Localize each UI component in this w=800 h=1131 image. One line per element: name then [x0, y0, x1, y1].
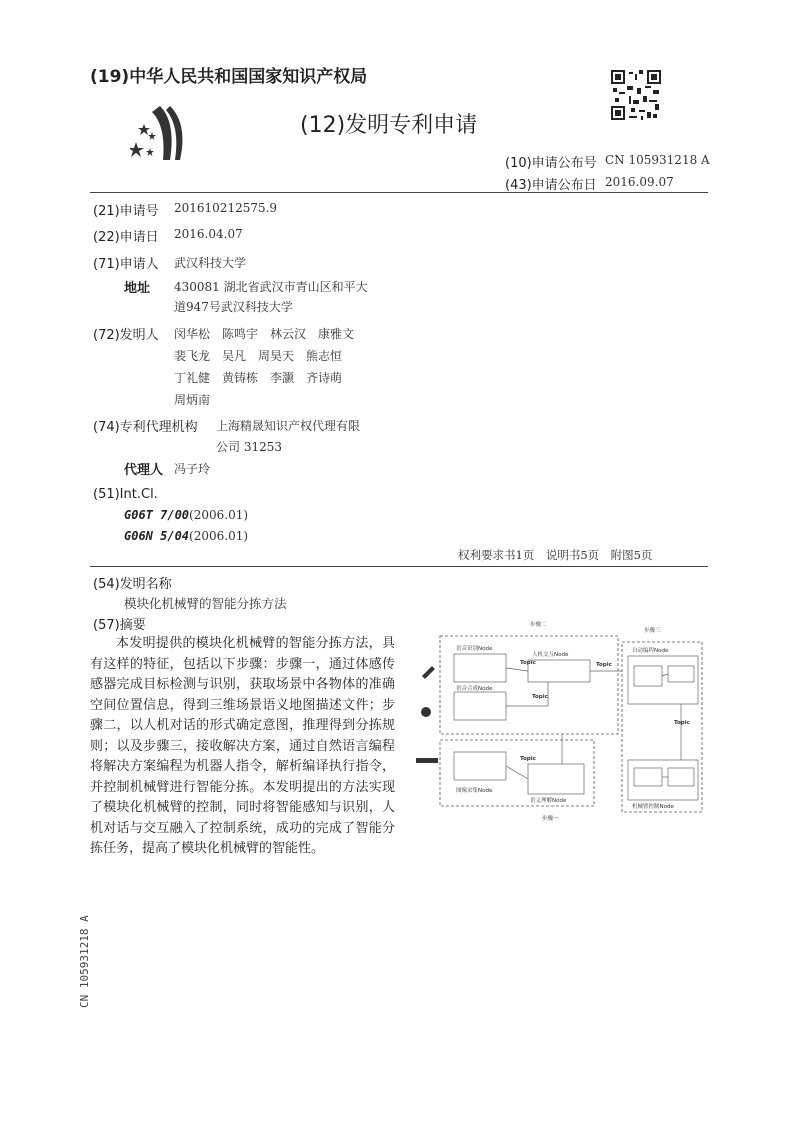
address-line-2: 道947号武汉科技大学	[174, 300, 293, 314]
application-number: 201610212575.9	[174, 201, 278, 215]
ipc-classification-1	[124, 508, 248, 522]
agent: 冯子玲	[174, 462, 211, 476]
publication-date: 2016.09.07	[605, 175, 674, 189]
step-2-label: 步骤二	[530, 622, 547, 628]
kinect-node-label: 图像采集Node	[456, 788, 493, 794]
step-1-label: 步骤一	[542, 816, 559, 822]
invention-title-label: (54)发明名称	[93, 577, 172, 592]
publication-date-label: (43)申请公布日	[505, 178, 597, 193]
hci-node-label: 人机交互Node	[532, 652, 569, 658]
biblio-rule	[90, 566, 708, 567]
abstract-text	[90, 634, 395, 860]
semantic-node-label: 语义理解Node	[530, 798, 567, 804]
invention-title: 模块化机械臂的智能分拣方法	[124, 596, 287, 611]
pages-info: 权利要求书1页 说明书5页 附图5页	[458, 548, 653, 562]
agency-line-2: 公司 31253	[216, 440, 282, 454]
microphone-icon	[422, 666, 435, 679]
system-flow-diagram	[412, 614, 712, 826]
topic-label-3: Topic	[520, 756, 536, 762]
publication-number-label: (10)申请公布号	[505, 156, 597, 171]
agent-label: 代理人	[124, 463, 164, 478]
topic-label-1: Topic	[520, 660, 536, 666]
publication-number: CN 105931218 A	[605, 153, 710, 167]
inventors-line-4: 周炳南	[174, 393, 211, 407]
ipc-1-code: G06T 7/00	[124, 508, 190, 522]
office-name: (19)中华人民共和国国家知识产权局	[90, 67, 368, 87]
qr-code	[611, 70, 661, 120]
auto-node-label: 自动编程Node	[632, 648, 669, 654]
abstract-paragraph: 本发明提供的模块化机械臂的智能分拣方法，具有这样的特征，包括以下步骤：步骤一，通过体感传感器完成目标检测与识别，获取场景中各物体的准确空间位置信息，得到三维场景语义地图描述文件；步骤二，以人机对话的形式确定意图，推理得到分拣规则；以及步骤三，接收解决方案，通过自然语言编程将解决方案编程为机器人指令，解析编译执行指令，并控制机械臂进行智能分拣。本发明提出的方法实现了模块化机械臂的控制，同时将智能感知与识别，人机对话与交互融入了控制系统，成功的完成了智能分拣任务，提高了模块化机械臂的智能性。	[90, 636, 395, 856]
topic-label-4: Topic	[674, 720, 690, 726]
address-label: 地址	[124, 281, 151, 296]
cnipa-logo	[130, 102, 200, 164]
topic-label-2: Topic	[532, 694, 548, 700]
application-date: 2016.04.07	[174, 227, 243, 241]
applicant: 武汉科技大学	[174, 256, 247, 270]
ipc-classification-2	[124, 529, 248, 543]
header-rule	[90, 192, 708, 193]
topic-label-5: Topic	[596, 662, 612, 668]
inventors-line-1: 闵华松 陈鸣宇 林云汉 康雅文	[174, 327, 355, 341]
inventors-line-3: 丁礼健 黄铸栋 李灏 齐诗萌	[174, 371, 343, 385]
speaker-icon	[421, 707, 431, 717]
kinect-sensor-icon	[416, 758, 438, 763]
inventors-line-2: 裴飞龙 吴凡 周昊天 熊志恒	[174, 349, 343, 363]
applicant-label: (71)申请人	[93, 257, 159, 272]
document-type: (12)发明专利申请	[300, 113, 478, 138]
ipc-2-code: G06N 5/04	[124, 529, 190, 543]
application-number-label: (21)申请号	[93, 204, 159, 219]
int-cl-label: (51)Int.Cl.	[93, 487, 158, 502]
agency-label: (74)专利代理机构	[93, 420, 198, 435]
inventors-label: (72)发明人	[93, 328, 159, 343]
application-date-label: (22)申请日	[93, 230, 159, 245]
ipc-1-version: (2006.01)	[189, 508, 249, 522]
step-1-region	[440, 740, 594, 806]
side-publication-number: CN 105931218 A	[78, 915, 91, 1008]
ipc-2-version: (2006.01)	[189, 529, 249, 543]
step-3-label: 步骤三	[644, 628, 661, 634]
agency-line-1: 上海精晟知识产权代理有限	[216, 419, 361, 433]
address-line-1: 430081 湖北省武汉市青山区和平大	[174, 280, 368, 294]
abstract-label: (57)摘要	[93, 618, 146, 633]
exec-node-label: 机械臂控制Node	[632, 804, 674, 810]
voice-node-label: 语音识别Node	[456, 646, 493, 652]
recog-node-label: 语音合成Node	[456, 686, 493, 692]
